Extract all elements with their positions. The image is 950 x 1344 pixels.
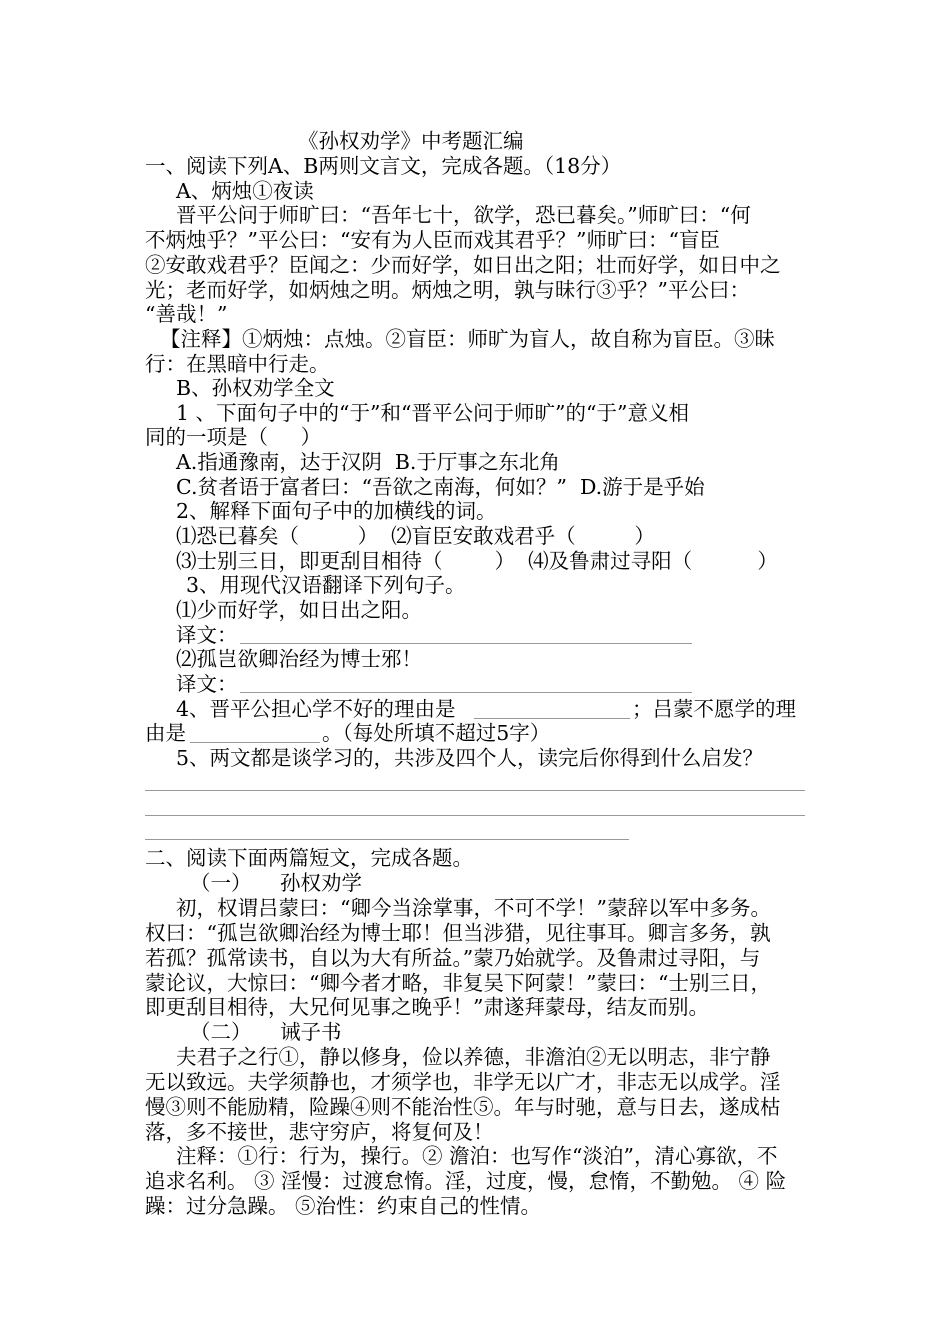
question-4-part-b: ；吕蒙不愿学的理 bbox=[632, 697, 796, 721]
text-1-line: 权曰：“孤岂欲卿治经为博士耶！但当涉猎，见往事耳。卿言多务，孰 bbox=[145, 921, 771, 945]
textA-note-line: 【注释】①炳烛：点烛。②盲臣：师旷为盲人，故自称为盲臣。③昧 bbox=[160, 327, 775, 351]
question-4-answer-blank[interactable] bbox=[190, 742, 320, 743]
text-1-line: 若孤？孤常读书，自以为大有所益。”蒙乃始就学。及鲁肃过寻阳，与 bbox=[145, 946, 761, 970]
textB-title: B、孙权劝学全文 bbox=[176, 376, 335, 400]
question-3-sentence-2: ⑵孤岂欲卿治经为博士邪！ bbox=[176, 647, 422, 671]
part2-heading: 二、阅读下面两篇短文，完成各题。 bbox=[145, 846, 473, 870]
text-2-number: （二） bbox=[190, 1020, 252, 1044]
question-2-item: ⑴恐已暮矣（ ） ⑵盲臣安敢戏君乎（ ） bbox=[176, 524, 655, 548]
question-5: 5、两文都是谈学习的，共涉及四个人，读完后你得到什么启发？ bbox=[176, 746, 764, 770]
text-2-line: 夫君子之行①，静以修身，俭以养德，非澹泊②无以明志，非宁静 bbox=[176, 1045, 771, 1069]
textA-note-line: 行：在黑暗中行走。 bbox=[145, 352, 330, 376]
translation-answer-line[interactable] bbox=[240, 643, 692, 644]
question-4-part-c: 由是 bbox=[145, 721, 186, 745]
textA-line: 晋平公问于师旷曰：“吾年七十，欲学，恐已暮矣。”师旷曰：“何 bbox=[176, 203, 751, 227]
text-2-line: 无以致远。夫学须静也，才须学也，非学无以广才，非志无以成学。淫 bbox=[145, 1070, 781, 1094]
question-5-answer-line[interactable] bbox=[145, 815, 805, 816]
question-5-answer-line[interactable] bbox=[145, 790, 805, 791]
question-3: 3、用现代汉语翻译下列句子。 bbox=[186, 573, 466, 597]
text-2-title: 诫子书 bbox=[280, 1020, 342, 1044]
text-1-line: 蒙论议，大惊曰：“卿今者才略，非复吴下阿蒙！”蒙曰：“士别三日， bbox=[145, 971, 771, 995]
question-2: 2、解释下面句子中的加横线的词。 bbox=[176, 499, 497, 523]
textA-line: “善哉！” bbox=[145, 302, 228, 326]
translation-answer-line[interactable] bbox=[240, 692, 692, 693]
text-1-line: 即更刮目相待，大兄何见事之晚乎！”肃遂拜蒙母，结友而别。 bbox=[145, 995, 709, 1019]
text-2-note-line: 躁：过分急躁。 ⑤治性：约束自己的性情。 bbox=[145, 1194, 542, 1218]
text-1-line: 初，权谓吕蒙曰：“卿今当涂掌事，不可不学！”蒙辞以军中多务。 bbox=[176, 896, 771, 920]
text-2-line: 慢③则不能励精，险躁④则不能治性⑤。年与时驰，意与日去，遂成枯 bbox=[145, 1095, 781, 1119]
question-4-part-d: 。（每处所填不超过5字） bbox=[322, 721, 551, 745]
question-5-answer-line[interactable] bbox=[145, 839, 629, 840]
textA-line: 不炳烛乎？”平公曰：“安有为人臣而戏其君乎？”师旷曰：“盲臣 bbox=[145, 228, 720, 252]
question-1-options: C.贫者语于富者曰：“吾欲之南海，何如？” D.游于是乎始 bbox=[176, 475, 705, 499]
question-2-item: ⑶士别三日，即更刮目相待（ ） ⑷及鲁肃过寻阳（ ） bbox=[176, 549, 778, 573]
question-1-line: 1 、下面句子中的“于”和“晋平公问于师旷”的“于”意义相 bbox=[176, 401, 689, 425]
question-1-line: 同的一项是（ ） bbox=[145, 425, 322, 449]
question-3-sentence-1: ⑴少而好学，如日出之阳。 bbox=[176, 598, 422, 622]
textA-title: A、炳烛①夜读 bbox=[176, 179, 314, 203]
text-1-title: 孙权劝学 bbox=[280, 871, 362, 895]
translation-label: 译文： bbox=[176, 623, 238, 647]
question-1-options: A.指通豫南，达于汉阴 B.于厅事之东北角 bbox=[176, 450, 560, 474]
text-2-note-line: 追求名利。 ③ 淫慢：过渡怠惰。淫，过度，慢，怠惰，不勤勉。 ④ 险 bbox=[145, 1169, 787, 1193]
part1-heading: 一、阅读下列A、B两则文言文，完成各题。（18分） bbox=[145, 154, 622, 178]
text-2-line: 落，多不接世，悲守穷庐，将复何及！ bbox=[145, 1120, 494, 1144]
text-2-note-line: 注释：①行：行为，操行。② 澹泊：也写作“淡泊”，清心寡欲，不 bbox=[176, 1144, 778, 1168]
question-4-part-a: 4、晋平公担心学不好的理由是 bbox=[176, 697, 456, 721]
textA-line: 光；老而好学，如炳烛之明。炳烛之明，孰与昧行③乎？”平公曰： bbox=[145, 278, 750, 302]
question-4-answer-blank[interactable] bbox=[474, 718, 630, 719]
document-title: 《孙权劝学》中考题汇编 bbox=[298, 129, 524, 153]
textA-line: ②安敢戏君乎？臣闻之：少而好学，如日出之阳；壮而好学，如日中之 bbox=[145, 253, 781, 277]
text-1-number: （一） bbox=[190, 871, 252, 895]
translation-label: 译文： bbox=[176, 672, 238, 696]
